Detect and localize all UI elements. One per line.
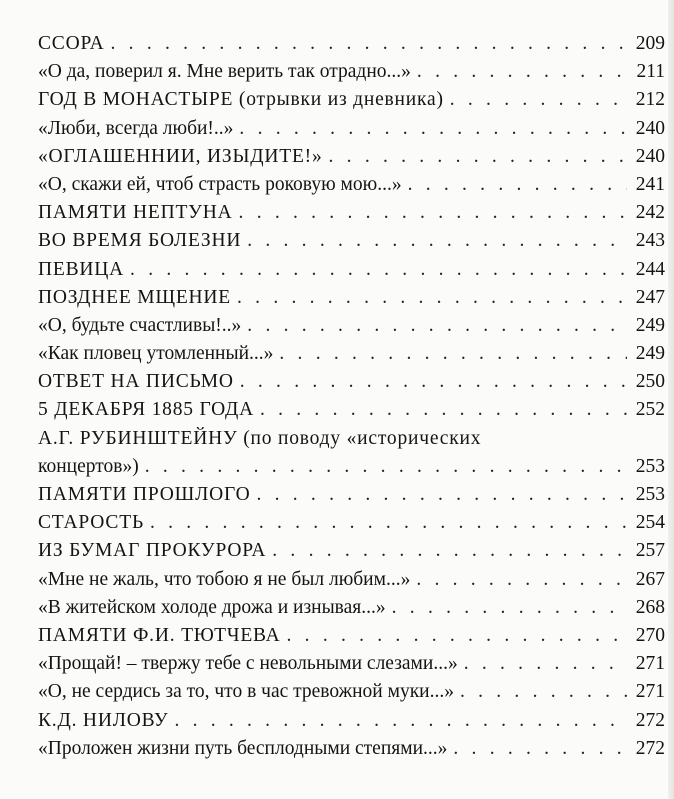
toc-entry-page: 271 xyxy=(635,653,665,675)
dot-leader xyxy=(111,30,627,58)
dot-leader xyxy=(256,481,627,509)
toc-entry-page: 250 xyxy=(635,371,665,393)
dot-leader xyxy=(460,678,627,706)
dot-leader xyxy=(150,509,627,537)
toc-entry xyxy=(38,312,665,340)
dot-leader xyxy=(130,256,627,284)
toc-entry-page: 272 xyxy=(635,737,665,759)
toc-entry xyxy=(38,537,665,565)
dot-leader xyxy=(279,340,627,368)
toc-entry-title: ИЗ БУМАГ ПРОКУРОРА xyxy=(38,540,267,562)
dot-leader xyxy=(174,707,627,735)
toc-entry xyxy=(38,707,665,735)
dot-leader xyxy=(464,650,627,678)
toc-entry-page: 244 xyxy=(635,258,665,280)
dot-leader xyxy=(237,284,627,312)
toc-entry-title: «Проложен жизни путь бесплодными степями...» xyxy=(38,737,448,759)
toc-entry xyxy=(38,368,665,396)
toc-entry-title-continued: концертов») xyxy=(38,455,139,477)
toc-entry xyxy=(38,650,665,678)
dot-leader xyxy=(450,86,627,114)
toc-entry-page: 247 xyxy=(635,286,665,308)
toc-entry xyxy=(38,30,665,58)
dot-leader xyxy=(416,566,627,594)
toc-entry-page: 241 xyxy=(635,173,665,195)
toc-entry-page: 212 xyxy=(635,89,665,111)
toc-entry-title: ПАМЯТИ Ф.И. ТЮТЧЕВА xyxy=(38,624,281,646)
toc-entry xyxy=(38,58,665,86)
toc-entry-title: ПАМЯТИ ПРОШЛОГО xyxy=(38,484,251,505)
toc-entry-page: 257 xyxy=(635,540,665,562)
toc-entry xyxy=(38,171,665,199)
toc-entry xyxy=(38,509,665,537)
toc-entry-title: «Прощай! – твержу тебе с невольными слезами...» xyxy=(38,653,458,675)
dot-leader xyxy=(453,735,627,763)
toc-entry-title: «Как пловец утомленный...» xyxy=(38,343,274,365)
toc-entry-page: 267 xyxy=(635,568,665,590)
toc-entry xyxy=(38,143,665,171)
dot-leader xyxy=(260,396,627,424)
toc-entry-page: 249 xyxy=(635,314,665,336)
toc-entry-title: К.Д. НИЛОВУ xyxy=(38,709,169,731)
toc-entry xyxy=(38,425,665,481)
toc-entry xyxy=(38,678,665,706)
toc-entry xyxy=(38,735,665,763)
toc-entry xyxy=(38,199,665,227)
toc-entry-page: 253 xyxy=(635,484,665,505)
toc-entry-page: 254 xyxy=(635,512,665,534)
toc-entry-title: ГОД В МОНАСТЫРЕ (отрывки из дневника) xyxy=(38,89,444,111)
toc-entry xyxy=(38,86,665,114)
toc-entry-page: 209 xyxy=(635,33,665,54)
toc-entry-page: 211 xyxy=(636,61,665,83)
toc-entry xyxy=(38,396,665,424)
toc-entry-title: 5 ДЕКАБРЯ 1885 ГОДА xyxy=(38,399,254,421)
dot-leader xyxy=(240,368,627,396)
dot-leader xyxy=(408,171,627,199)
toc-entry-title: «ОГЛАШЕННИИ, ИЗЫДИТЕ!» xyxy=(38,145,323,167)
toc-entry xyxy=(38,115,665,143)
toc-entry-title: «О, скажи ей, чтоб страсть роковую мою...» xyxy=(38,173,402,195)
toc-entry-page: 268 xyxy=(635,596,665,618)
toc-entry-page: 240 xyxy=(635,117,665,139)
dot-leader xyxy=(247,312,627,340)
toc-entry-title: ОТВЕТ НА ПИСЬМО xyxy=(38,371,234,393)
dot-leader xyxy=(239,115,627,143)
table-of-contents xyxy=(38,30,665,763)
toc-entry xyxy=(38,594,665,622)
toc-entry xyxy=(38,340,665,368)
dot-leader xyxy=(417,58,627,86)
dot-leader xyxy=(329,143,627,171)
toc-entry-title: «Мне не жаль, что тобою я не был любим...» xyxy=(38,568,411,590)
dot-leader xyxy=(272,537,627,565)
toc-entry-title: «О, не сердись за то, что в час тревожной муки...» xyxy=(38,681,454,703)
dot-leader xyxy=(392,594,627,622)
toc-entry-title: ПОЗДНЕЕ МЩЕНИЕ xyxy=(38,286,232,308)
toc-entry-title: ПАМЯТИ НЕПТУНА xyxy=(38,202,233,224)
toc-entry-title: «В житейском холоде дрожа и изнывая...» xyxy=(38,596,386,618)
toc-entry-page: 249 xyxy=(635,343,665,365)
toc-entry xyxy=(38,284,665,312)
toc-entry xyxy=(38,227,665,255)
dot-leader xyxy=(287,622,627,650)
toc-entry-title: «Люби, всегда люби!..» xyxy=(38,117,234,139)
page-edge xyxy=(668,0,674,799)
toc-entry-title: «О, будьте счастливы!..» xyxy=(38,314,242,336)
toc-entry-page: 272 xyxy=(635,709,665,731)
toc-entry xyxy=(38,566,665,594)
toc-entry-title: ВО ВРЕМЯ БОЛЕЗНИ xyxy=(38,230,242,252)
toc-entry-title: ПЕВИЦА xyxy=(38,258,125,280)
toc-entry xyxy=(38,622,665,650)
toc-entry-page: 271 xyxy=(635,681,665,703)
toc-entry-page: 242 xyxy=(635,202,665,224)
toc-entry-title: ССОРА xyxy=(38,33,105,54)
toc-entry xyxy=(38,256,665,284)
toc-entry-page: 270 xyxy=(635,624,665,646)
dot-leader xyxy=(239,199,627,227)
dot-leader xyxy=(145,453,627,481)
toc-entry-continuation xyxy=(38,453,665,481)
toc-entry-page: 253 xyxy=(635,455,665,477)
toc-entry-title: СТАРОСТЬ xyxy=(38,512,144,534)
toc-entry-page: 252 xyxy=(635,399,665,421)
toc-entry-page: 240 xyxy=(635,145,665,167)
toc-entry-page: 243 xyxy=(635,230,665,252)
toc-entry xyxy=(38,481,665,509)
dot-leader xyxy=(247,227,627,255)
toc-entry-title: «О да, поверил я. Мне верить так отрадно...» xyxy=(38,61,411,83)
toc-entry-title: А.Г. РУБИНШТЕЙНУ (по поводу «исторических xyxy=(38,427,482,449)
